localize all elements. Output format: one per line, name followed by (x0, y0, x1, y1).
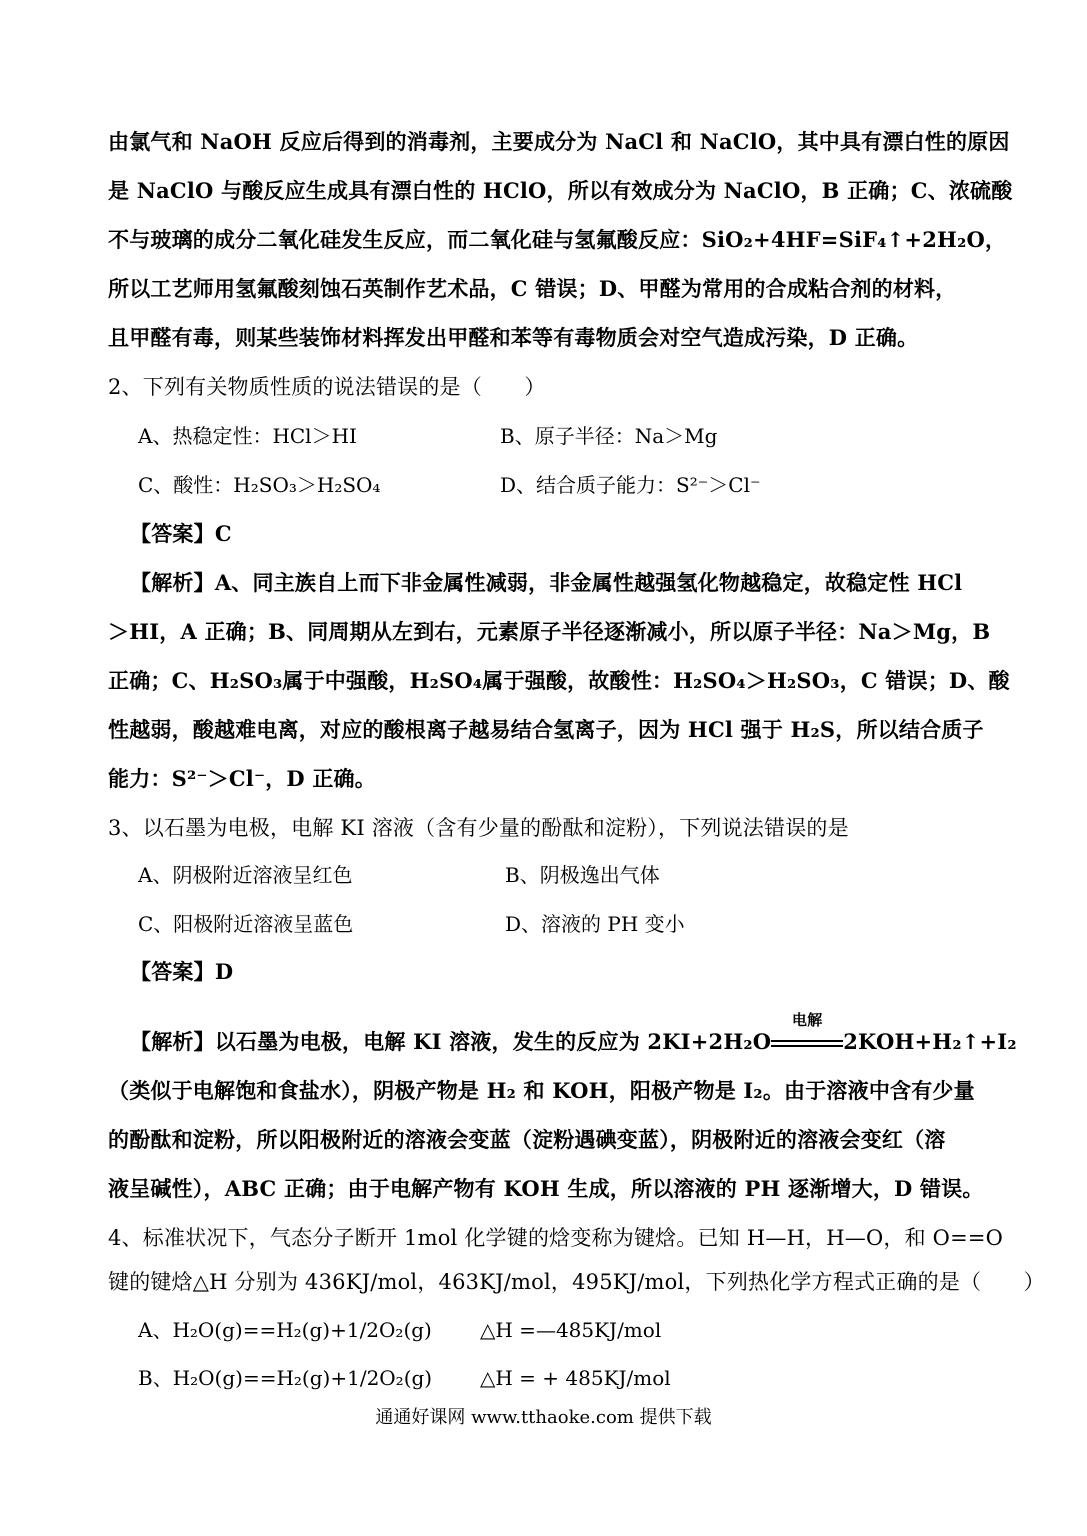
q2-answer (130, 520, 1010, 548)
q1-analysis-line-1: 由氯气和 NaOH 反应后得到的消毒剂，主要成分为 NaCl 和 NaClO，其中具有漂白性的原因 (108, 129, 1010, 154)
q4-option-a-enthalpy: △H =—485KJ/mol (480, 1318, 662, 1342)
q3-option-d: D、溶液的 PH 变小 (505, 912, 685, 936)
q2-option-c: C、酸性：H₂SO₃＞H₂SO₄ (138, 473, 381, 497)
q4-option-a-equation: A、H₂O(g)==H₂(g)+1/2O₂(g) (138, 1318, 432, 1342)
q2-analysis-line-1 (130, 569, 988, 597)
q1-analysis-line-3: 不与玻璃的成分二氧化硅发生反应，而二氧化硅与氢氟酸反应：SiO₂+4HF=SiF₄↑+2H₂O， (108, 227, 1007, 252)
q4-stem-line-1: 4、标准状况下，气态分子断开 1mol 化学键的焓变称为键焓。已知 H—H，H—O，和 O==O (108, 1226, 1004, 1250)
analysis-text-b: 2KOH+H₂↑+I₂ (843, 1029, 1017, 1054)
q3-analysis-line-3: 的酚酞和淀粉，所以阳极附近的溶液会变蓝（淀粉遇碘变蓝），阴极附近的溶液会变红（溶 (108, 1127, 946, 1152)
q4-option-b-enthalpy: △H = + 485KJ/mol (480, 1366, 671, 1390)
q3-option-a: A、阴极附近溶液呈红色 (138, 863, 353, 887)
q2-analysis-line-3: 正确；C、H₂SO₃属于中强酸，H₂SO₄属于强酸，故酸性：H₂SO₄＞H₂SO₃，C 错误；D、酸 (108, 668, 1010, 693)
q3-option-c: C、阳极附近溶液呈蓝色 (138, 912, 354, 936)
q4-stem-line-2: 键的键焓△H 分别为 436KJ/mol，463KJ/mol，495KJ/mol，下列热化学方程式正确的是（ ） (108, 1270, 1045, 1294)
q2-analysis-line-4: 性越弱，酸越难电离，对应的酸根离子越易结合氢离子，因为 HCl 强于 H₂S，所以结合质子 (108, 717, 984, 742)
q1-analysis-line-5: 且甲醛有毒，则某些装饰材料挥发出甲醛和苯等有毒物质会对空气造成污染，D 正确。 (108, 325, 919, 350)
analysis-tag: 【解析】 (130, 570, 215, 595)
analysis-tag: 【解析】 (130, 1029, 215, 1054)
analysis-text: A、同主族自上而下非金属性减弱，非金属性越强氢化物越稳定，故稳定性 HCl (214, 570, 963, 595)
q3-analysis-line-2: （类似于电解饱和食盐水），阴极产物是 H₂ 和 KOH，阳极产物是 I₂。由于溶液中含有少量 (108, 1078, 975, 1103)
q2-option-b: B、原子半径：Na＞Mg (500, 424, 718, 448)
q1-analysis-line-2: 是 NaClO 与酸反应生成具有漂白性的 HClO，所以有效成分为 NaClO，B 正确；C、浓硫酸 (108, 178, 1013, 203)
q4-option-b-equation: B、H₂O(g)==H₂(g)+1/2O₂(g) (138, 1366, 433, 1390)
q3-analysis-line-4: 液呈碱性），ABC 正确；由于电解产物有 KOH 生成，所以溶液的 PH 逐渐增大，D 错误。 (108, 1176, 984, 1201)
answer-value: D (214, 959, 234, 984)
q2-analysis-line-2: ＞HI，A 正确；B、同周期从左到右，元素原子半径逐渐减小，所以原子半径：Na＞Mg，B (108, 619, 991, 644)
q3-stem: 3、以石墨为电极，电解 KI 溶液（含有少量的酚酞和淀粉），下列说法错误的是 (108, 816, 849, 840)
reaction-condition-arrow (771, 1011, 843, 1056)
q1-analysis-line-4: 所以工艺师用氢氟酸刻蚀石英制作艺术品，C 错误；D、甲醛为常用的合成粘合剂的材料， (108, 276, 957, 301)
q3-answer (130, 958, 1010, 986)
answer-tag: 【答案】 (130, 959, 215, 984)
double-line-arrow-icon (771, 1038, 843, 1050)
answer-value: C (214, 521, 232, 546)
answer-tag: 【答案】 (130, 521, 215, 546)
reaction-condition-label: 电解 (792, 1011, 823, 1029)
q2-option-a: A、热稳定性：HCl＞HI (138, 424, 357, 448)
page-footer: 通通好课网 www.tthaoke.com 提供下载 (375, 1407, 712, 1428)
q3-option-b: B、阴极逸出气体 (505, 863, 660, 887)
q3-analysis-line-1 (130, 1011, 1017, 1056)
q2-stem: 2、下列有关物质性质的说法错误的是（ ） (108, 375, 546, 399)
q2-option-d: D、结合质子能力：S²⁻＞Cl⁻ (500, 473, 761, 497)
q2-analysis-line-5: 能力：S²⁻＞Cl⁻，D 正确。 (108, 766, 376, 791)
analysis-text-a: 以石墨为电极，电解 KI 溶液，发生的反应为 2KI+2H₂O (214, 1029, 772, 1054)
